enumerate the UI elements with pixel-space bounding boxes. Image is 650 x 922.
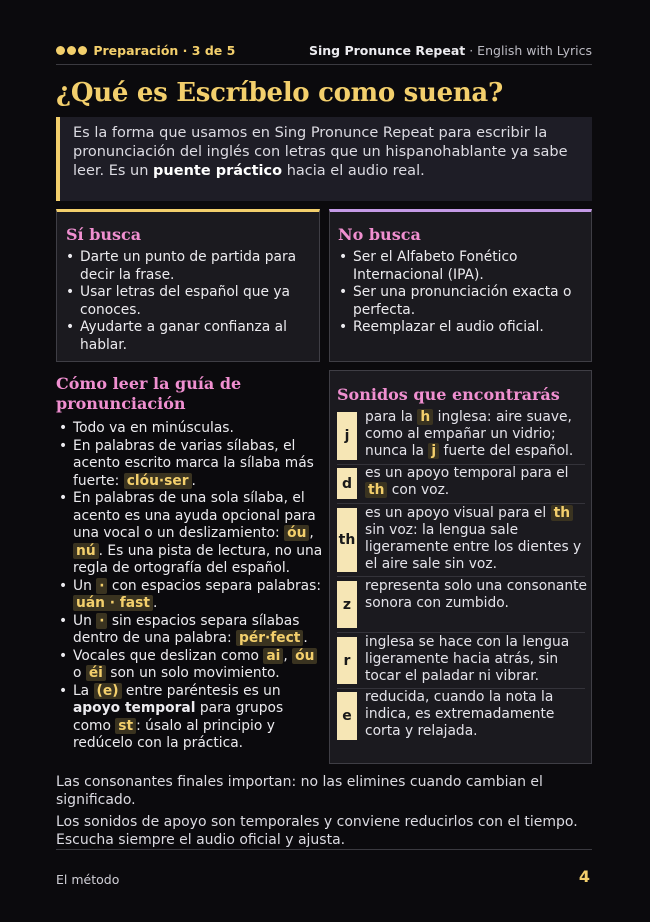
sound-description: es un apoyo temporal para el th con voz.	[365, 465, 569, 498]
list-item: • En palabras de varias sílabas, el acento escrito marca la sílaba más fuerte: clóu·ser .	[56, 438, 324, 491]
page-title: ¿Qué es Escríbelo como suena?	[56, 78, 503, 108]
sound-row	[337, 578, 588, 633]
list-item: • Ser una pronunciación exacta o perfecta.	[336, 284, 591, 319]
sound-symbol: j	[337, 412, 357, 460]
sound-symbol: d	[337, 468, 357, 499]
list-item: • En palabras de una sola sílaba, el acento es una ayuda opcional para una vocal o un deslizamiento: óu , nú . Es una pista de lectura, no una regla de ortografía del español.	[56, 490, 324, 578]
sound-description: reducida, cuando la nota la indica, es extremadamente corta y relajada.	[365, 689, 555, 739]
sound-symbol: th	[337, 508, 357, 572]
sound-row	[337, 689, 585, 743]
example-highlight: st	[115, 718, 136, 734]
sound-symbol: z	[337, 581, 357, 628]
sound-description: representa solo una consonante sonora con zumbido.	[365, 578, 588, 611]
intro-callout: Es la forma que usamos en Sing Pronunce Repeat para escribir la pronunciación del inglés con letras que un hispanohablante ya sabe leer. Es un puente práctico hacia el audio real.	[56, 117, 592, 201]
list-item: • Vocales que deslizan como ai , óu o éi son un solo movimiento.	[56, 648, 324, 683]
how-to-read-section	[56, 374, 324, 753]
yes-box-title: Sí busca	[66, 225, 142, 244]
progress-dot-icon	[56, 46, 65, 55]
no-list	[330, 249, 591, 337]
progress-dot-icon	[67, 46, 76, 55]
brand-label: Sing Pronunce Repeat · English with Lyrics	[308, 43, 592, 58]
final-consonants-note: Las consonantes finales importan: no las elimines cuando cambian el significado.	[56, 774, 543, 808]
yes-box	[56, 209, 320, 362]
list-item: • Un · sin espacios separa sílabas dentro de una palabra: pér·fect .	[56, 613, 324, 648]
how-list	[56, 420, 324, 753]
list-item: • Usar letras del español que ya conoces.	[63, 284, 319, 319]
sound-row	[337, 465, 585, 504]
sound-description: inglesa se hace con la lengua ligeramente hacia atrás, sin tocar el paladar ni vibrar.	[365, 634, 570, 684]
list-item: • Ayudarte a ganar confianza al hablar.	[63, 319, 319, 354]
page-header	[56, 42, 592, 65]
sound-description: para la h inglesa: aire suave, como al empañar un vidrio; nunca la j fuerte del español.	[365, 409, 574, 459]
sound-row	[337, 634, 585, 689]
section-label: Preparación · 3 de 5	[93, 43, 236, 58]
sound-row	[337, 505, 585, 577]
list-item: • Darte un punto de partida para decir la frase.	[63, 249, 319, 284]
support-sounds-note: Los sonidos de apoyo son temporales y conviene reducirlos con el tiempo. Escucha siempre el audio oficial y ajusta.	[56, 814, 578, 848]
no-box	[329, 209, 592, 362]
example-highlight: óu	[284, 525, 309, 541]
list-item: • Todo va en minúsculas.	[56, 420, 324, 438]
example-highlight: uán · fast	[73, 595, 153, 611]
no-box-title: No busca	[338, 225, 421, 244]
example-highlight: (e)	[94, 683, 122, 699]
list-item: • Un · con espacios separa palabras: uán · fast .	[56, 578, 324, 613]
example-highlight: óu	[292, 648, 317, 664]
sound-row	[337, 409, 585, 465]
progress-indicator	[56, 43, 235, 58]
sounds-box	[329, 370, 592, 764]
intro-emphasis: puente práctico	[153, 163, 283, 179]
example-highlight: nú	[73, 543, 99, 559]
sound-symbol: r	[337, 637, 357, 684]
page-footer	[56, 849, 592, 887]
example-highlight: pér·fect	[236, 630, 303, 646]
footer-section: El método	[56, 872, 120, 887]
how-title: Cómo leer la guía de pronunciación	[56, 374, 242, 413]
list-item: • Reemplazar el audio oficial.	[336, 319, 591, 337]
sound-description: es un apoyo visual para el th sin voz: la lengua sale ligeramente entre los dientes y el aire sale sin voz.	[365, 505, 582, 572]
sounds-title: Sonidos que encontrarás	[337, 385, 560, 404]
page-number: 4	[578, 867, 590, 886]
example-highlight: clóu·ser	[124, 473, 192, 489]
example-highlight: éi	[86, 665, 106, 681]
list-item: • Ser el Alfabeto Fonético Internacional (IPA).	[336, 249, 591, 284]
example-highlight: ·	[96, 578, 107, 594]
progress-dot-icon	[78, 46, 87, 55]
example-highlight: ·	[96, 613, 107, 629]
yes-list	[57, 249, 319, 354]
list-item: • La (e) entre paréntesis es un apoyo temporal para grupos como st : úsalo al principio y redúcelo con la práctica.	[56, 683, 324, 753]
sound-symbol: e	[337, 692, 357, 740]
example-highlight: ai	[263, 648, 283, 664]
